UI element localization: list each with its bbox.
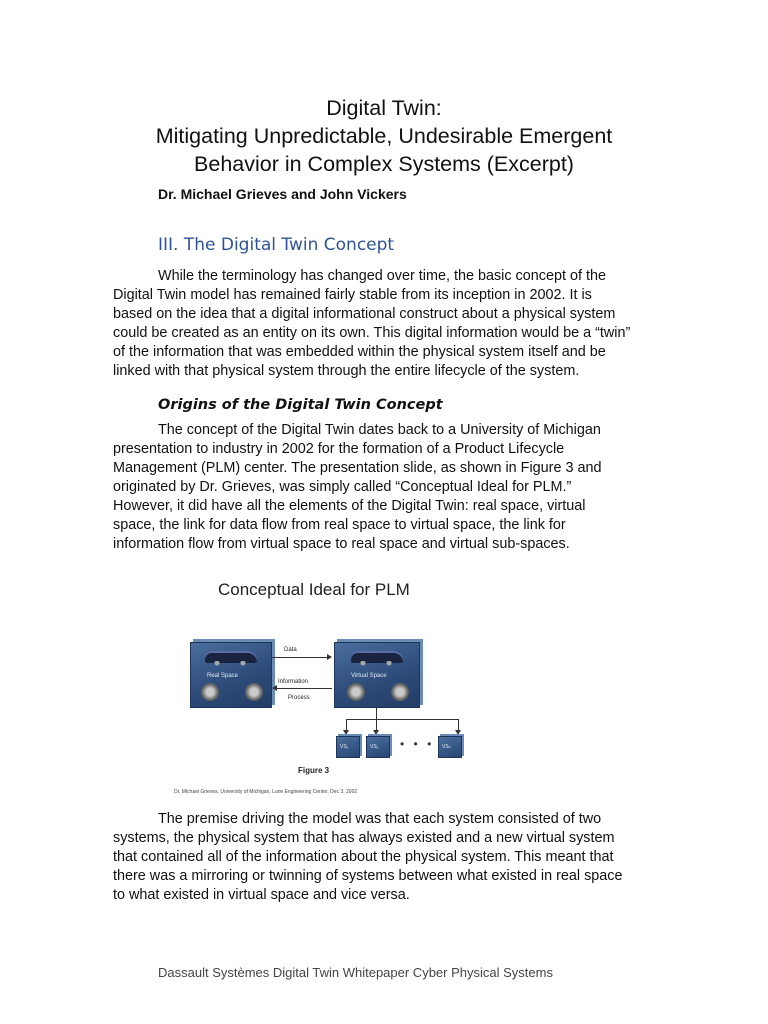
text-line: However, it did have all the elements of the Digital Twin: real space, virtual (113, 498, 586, 514)
text-line: Digital Twin model has remained fairly stable from its inception in 2002. It is (113, 287, 592, 303)
engine-icon (245, 683, 263, 701)
arrow-down-icon (343, 730, 349, 735)
connector-line (376, 707, 377, 719)
car-icon (351, 651, 403, 663)
engine-icon (347, 683, 365, 701)
text-line: The concept of the Digital Twin dates back to a University of Michigan (158, 422, 601, 438)
car-icon (205, 651, 257, 663)
information-label: Information (278, 679, 309, 685)
real-space-label: Real Space (207, 673, 239, 679)
paragraph-origins (113, 421, 659, 554)
connector-line (346, 719, 458, 720)
virtual-subspace-1 (336, 736, 360, 758)
subsection-heading: Origins of the Digital Twin Concept (158, 397, 443, 413)
paragraph-intro (113, 267, 659, 381)
text-line: there was a mirroring or twinning of systems between what existed in real space (113, 868, 623, 884)
virtual-space-label: Virtual Space (351, 673, 387, 679)
text-line: of the information that was embedded within the physical system itself and be (113, 344, 606, 360)
arrow-down-icon (373, 730, 379, 735)
subspace-label: VS₂ (370, 744, 379, 750)
authors: Dr. Michael Grieves and John Vickers (158, 186, 407, 202)
subspace-label: VS₁ (340, 744, 349, 750)
paragraph-premise (113, 810, 659, 905)
text-line: could be created as an entity on its own. This digital information would be a “twin” (113, 325, 631, 341)
text-line: originated by Dr. Grieves, was simply called “Conceptual Ideal for PLM.” (113, 479, 572, 495)
figure-credit: Dr. Michael Grieves, University of Michigan, Lurie Engineering Center, Dec 3, 2002 (174, 789, 358, 795)
ellipsis-dots: • • • (400, 737, 435, 751)
arrow-right-icon (327, 654, 332, 660)
real-space-box (190, 642, 272, 708)
title-line-3: Behavior in Complex Systems (Excerpt) (194, 152, 574, 176)
information-arrow-line (276, 688, 332, 689)
process-label: Process (288, 695, 310, 701)
figure-conceptual-ideal (170, 566, 470, 802)
virtual-subspace-2 (366, 736, 390, 758)
text-line: linked with that physical system through the entire lifecycle of the system. (113, 363, 580, 379)
data-label: Data (284, 647, 297, 653)
data-arrow-line (272, 657, 328, 658)
figure-caption: Figure 3 (298, 766, 330, 775)
text-line: based on the idea that a digital informational construct about a physical system (113, 306, 616, 322)
text-line: systems, the physical system that has always existed and a new virtual system (113, 830, 615, 846)
arrow-down-icon (455, 730, 461, 735)
virtual-space-box (334, 642, 420, 708)
text-line: Management (PLM) center. The presentation slide, as shown in Figure 3 and (113, 460, 602, 476)
page-footer-cutoff (158, 965, 598, 980)
text-line: presentation to industry in 2002 for the formation of a Product Lifecycle (113, 441, 565, 457)
section-heading: III. The Digital Twin Concept (158, 235, 395, 255)
footer-text: Dassault Systèmes Digital Twin Whitepaper Cyber Physical Systems (158, 965, 553, 980)
figure-title: Conceptual Ideal for PLM (218, 580, 410, 599)
arrow-left-icon (272, 685, 277, 691)
text-line: that contained all of the information about the physical system. This meant that (113, 849, 614, 865)
title-line-2: Mitigating Unpredictable, Undesirable Emergent (155, 124, 613, 148)
text-line: to what existed in virtual space and vice versa. (113, 887, 410, 903)
text-line: While the terminology has changed over time, the basic concept of the (158, 268, 606, 284)
title-line-1: Digital Twin: (326, 96, 442, 120)
text-line: information flow from virtual space to real space and virtual sub-spaces. (113, 536, 570, 552)
subspace-label: VSₙ (442, 744, 451, 750)
text-line: space, the link for data flow from real space to virtual space, the link for (113, 517, 566, 533)
virtual-subspace-n (438, 736, 462, 758)
text-line: The premise driving the model was that each system consisted of two (158, 811, 602, 827)
engine-icon (201, 683, 219, 701)
engine-icon (391, 683, 409, 701)
